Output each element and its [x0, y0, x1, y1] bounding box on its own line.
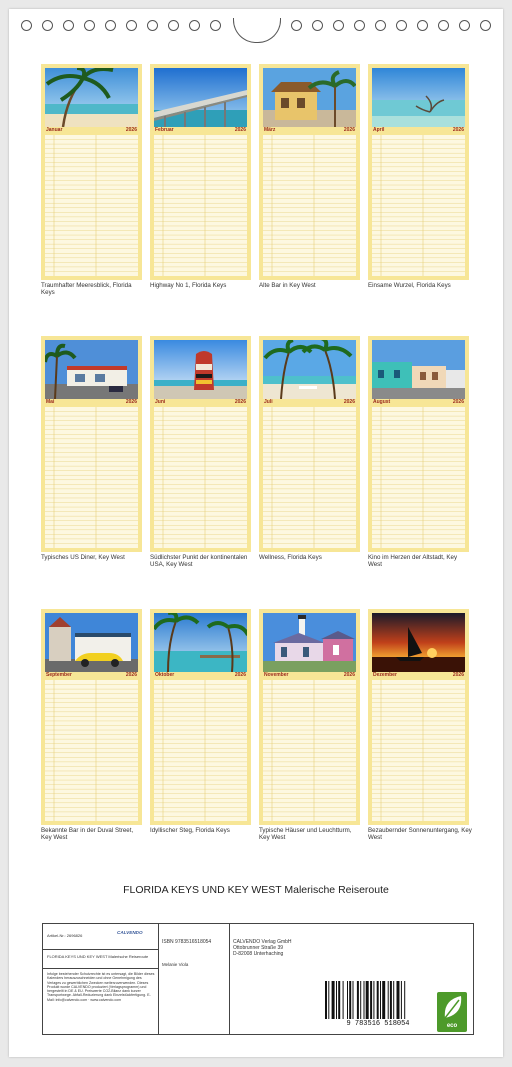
month-card — [150, 336, 251, 552]
month-card — [150, 64, 251, 280]
month-header — [154, 399, 247, 406]
month-card — [368, 64, 469, 280]
month-name: Februar — [155, 127, 174, 133]
divider — [158, 924, 159, 1034]
isbn-barcode — [321, 981, 435, 1030]
month-photo — [45, 340, 138, 399]
planner-grid — [263, 135, 356, 276]
product-title: FLORIDA KEYS UND KEY WEST Malerische Reiseroute — [47, 954, 149, 959]
month-photo — [154, 613, 247, 672]
binding-hole — [417, 20, 428, 31]
month-header — [263, 672, 356, 679]
month-year: 2026 — [125, 672, 137, 678]
binding-hole — [21, 20, 32, 31]
binding-hole — [375, 20, 386, 31]
month-name: Oktober — [155, 672, 175, 678]
hanger-hook — [233, 18, 281, 43]
photo-caption: Bekannte Bar in der Duval Street, Key West — [41, 827, 134, 841]
planner-grid — [263, 680, 356, 821]
month-card — [41, 336, 142, 552]
month-header — [45, 127, 138, 134]
month-year: 2026 — [452, 399, 464, 405]
month-photo — [263, 68, 356, 127]
legal-notice: Infolge bestehender Schutzrechte ist es untersagt, die Bilder dieses Kalenders herauszuschneiden und ohne Genehmigung des Verlages zu gewerblichen Zwecken weiterzuverwenden. Dieses Produkt wurde CALVENDO produziert (Verlagsprogramm) und hergestellt in DE & EU. Preiswerte CO2-Bilanz dank kurzer Transportwege. Abfall-Reduzierung dank Einzelstückfertigung. E-Mail: info@calvendo.com · www.calvendo.com — [47, 972, 155, 1002]
month-year: 2026 — [234, 399, 246, 405]
binding-hole — [63, 20, 74, 31]
month-name: Juni — [155, 399, 166, 405]
month-header — [263, 127, 356, 134]
month-name: März — [264, 127, 276, 133]
author: Melanie Viola — [162, 962, 189, 967]
binding-hole — [354, 20, 365, 31]
month-year: 2026 — [343, 672, 355, 678]
planner-grid — [45, 407, 138, 548]
month-card — [150, 609, 251, 825]
divider — [43, 968, 159, 969]
month-card — [368, 609, 469, 825]
month-name: November — [264, 672, 289, 678]
binding-holes — [9, 20, 503, 36]
month-year: 2026 — [125, 399, 137, 405]
month-name: Juli — [264, 399, 273, 405]
publisher-city: D-82008 Unterhaching — [233, 951, 284, 957]
publisher-name: CALVENDO Verlag GmbH — [233, 939, 292, 945]
month-header — [45, 399, 138, 406]
binding-hole — [291, 20, 302, 31]
month-card — [41, 64, 142, 280]
planner-grid — [45, 135, 138, 276]
binding-hole — [210, 20, 221, 31]
publisher-street: Ottobrunner Straße 39 — [233, 945, 284, 951]
month-header — [372, 672, 465, 679]
binding-hole — [105, 20, 116, 31]
month-name: August — [373, 399, 391, 405]
photo-caption: Typisches US Diner, Key West — [41, 554, 125, 561]
month-header — [263, 399, 356, 406]
planner-grid — [154, 135, 247, 276]
photo-caption: Südlichster Punkt der kontinentalen USA, Key West — [150, 554, 248, 568]
binding-hole — [438, 20, 449, 31]
photo-caption: Wellness, Florida Keys — [259, 554, 322, 561]
article-number: Artikel-Nr.: 2696826 — [47, 933, 83, 938]
month-year: 2026 — [343, 127, 355, 133]
binding-hole — [333, 20, 344, 31]
month-photo — [263, 613, 356, 672]
calvendo-logo: CALVENDO — [117, 930, 143, 935]
product-info-box — [42, 923, 474, 1035]
photo-caption: Highway No 1, Florida Keys — [150, 282, 227, 289]
month-card — [259, 64, 360, 280]
photo-caption: Idyllischer Steg, Florida Keys — [150, 827, 230, 834]
planner-grid — [372, 407, 465, 548]
month-name: September — [46, 672, 72, 678]
month-photo — [154, 340, 247, 399]
barcode-number: 9 783516 518054 — [346, 1020, 410, 1028]
month-photo — [45, 613, 138, 672]
month-year: 2026 — [452, 127, 464, 133]
binding-hole — [84, 20, 95, 31]
month-photo — [263, 340, 356, 399]
month-header — [372, 399, 465, 406]
calendar-title: FLORIDA KEYS UND KEY WEST Malerische Reiseroute — [123, 884, 389, 896]
month-photo — [45, 68, 138, 127]
month-name: Mai — [46, 399, 55, 405]
month-header — [45, 672, 138, 679]
planner-grid — [154, 680, 247, 821]
month-year: 2026 — [234, 127, 246, 133]
photo-caption: Kino im Herzen der Altstadt, Key West — [368, 554, 458, 568]
month-photo — [372, 613, 465, 672]
month-header — [154, 672, 247, 679]
month-header — [154, 127, 247, 134]
month-photo — [372, 340, 465, 399]
binding-hole — [312, 20, 323, 31]
binding-hole — [396, 20, 407, 31]
month-card — [41, 609, 142, 825]
month-name: Januar — [46, 127, 63, 133]
planner-grid — [263, 407, 356, 548]
photo-caption: Einsame Wurzel, Florida Keys — [368, 282, 451, 289]
planner-grid — [372, 680, 465, 821]
divider — [229, 924, 230, 1034]
month-name: Dezember — [373, 672, 397, 678]
month-year: 2026 — [343, 399, 355, 405]
photo-caption: Alte Bar in Key West — [259, 282, 316, 289]
calendar-page — [9, 9, 503, 1057]
month-header — [372, 127, 465, 134]
month-photo — [154, 68, 247, 127]
month-card — [368, 336, 469, 552]
binding-hole — [459, 20, 470, 31]
planner-grid — [372, 135, 465, 276]
binding-hole — [480, 20, 491, 31]
leaf-icon — [437, 992, 467, 1022]
eco-badge — [437, 992, 467, 1032]
month-year: 2026 — [125, 127, 137, 133]
month-name: April — [373, 127, 385, 133]
isbn: ISBN 9783516518054 — [162, 939, 212, 945]
binding-hole — [126, 20, 137, 31]
binding-hole — [168, 20, 179, 31]
binding-hole — [189, 20, 200, 31]
planner-grid — [154, 407, 247, 548]
photo-caption: Typische Häuser und Leuchtturm, Key West — [259, 827, 352, 841]
eco-label: eco — [446, 1023, 458, 1029]
photo-caption: Traumhafter Meeresblick, Florida Keys — [41, 282, 132, 296]
month-year: 2026 — [234, 672, 246, 678]
binding-hole — [147, 20, 158, 31]
month-photo — [372, 68, 465, 127]
planner-grid — [45, 680, 138, 821]
divider — [43, 949, 159, 950]
month-year: 2026 — [452, 672, 464, 678]
binding-hole — [42, 20, 53, 31]
photo-caption: Bezaubernder Sonnenuntergang, Key West — [368, 827, 472, 841]
month-card — [259, 609, 360, 825]
month-card — [259, 336, 360, 552]
